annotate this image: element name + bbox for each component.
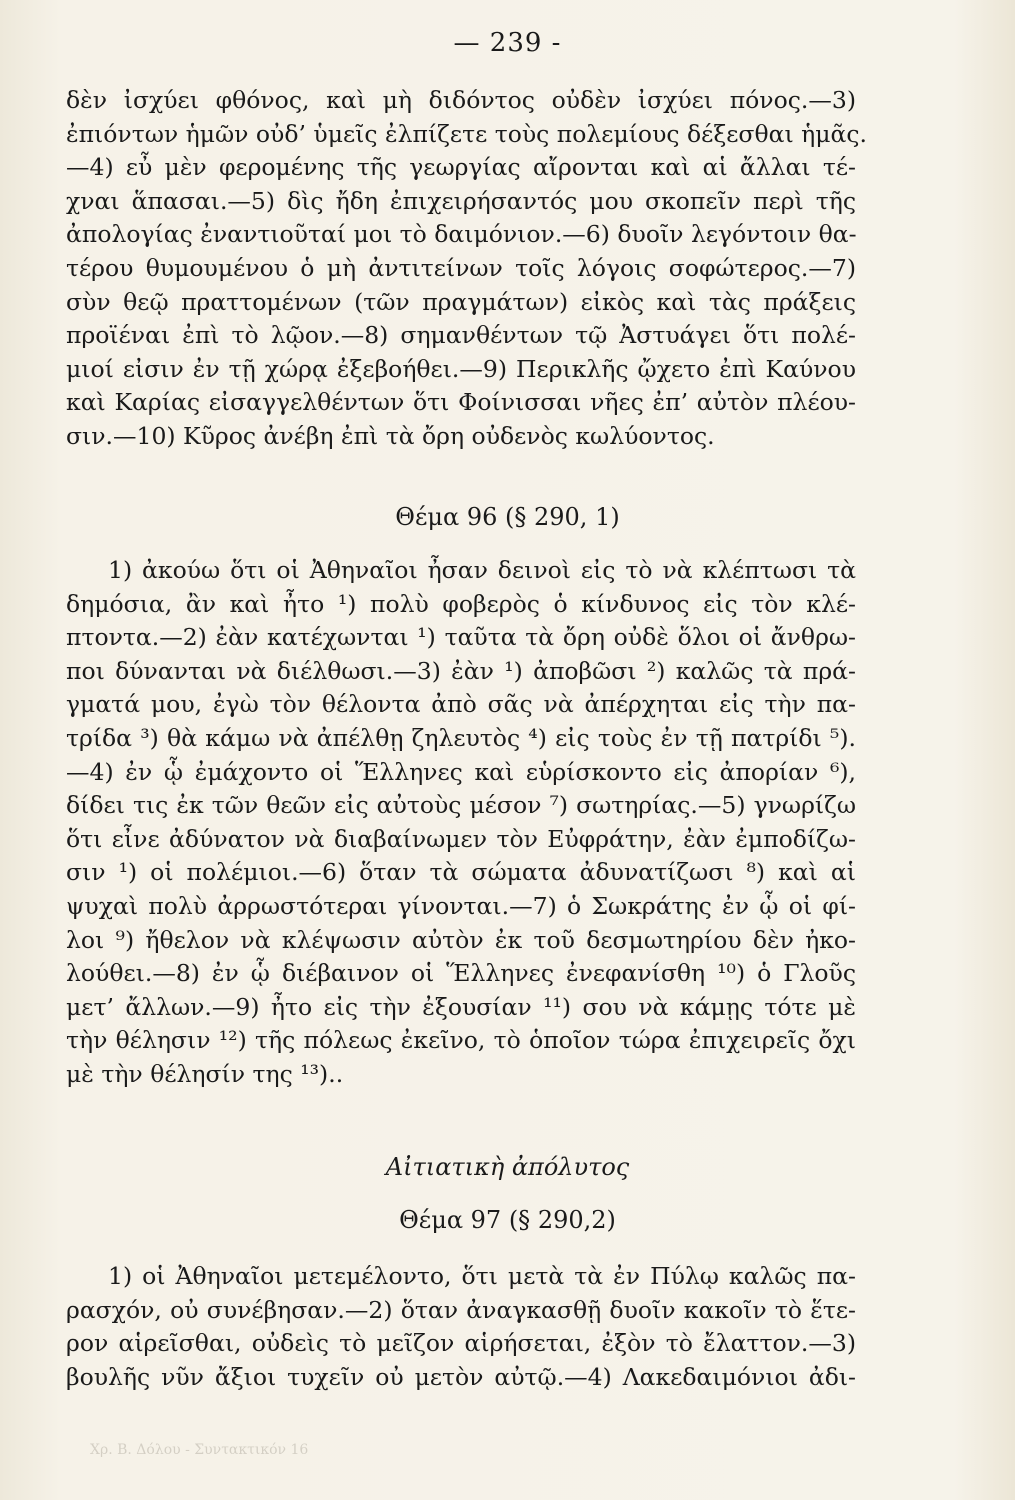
text-line: λούθει.—8) ἐν ᾧ διέβαινον οἱ Ἕλληνες ἐνεφανίσθη ¹⁰) ὁ Γλοῦς [66, 959, 856, 988]
text-line: λοι ⁹) ἤθελον νὰ κλέψωσιν αὐτὸν ἐκ τοῦ δεσμωτηρίου δὲν ἠκο- [66, 925, 856, 954]
text-line: —4) ἐν ᾧ ἐμάχοντο οἱ Ἕλληνες καὶ εὑρίσκοντο εἰς ἀπορίαν ⁶), [66, 757, 856, 786]
heading-thema-96: Θέμα 96 (§ 290, 1) [395, 503, 620, 531]
text-line: σιν.—10) Κῦρος ἀνέβη ἐπὶ τὰ ὄρη οὐδενὸς κωλύοντος. [66, 421, 715, 450]
text-line: ὅτι εἶνε ἀδύνατον νὰ διαβαίνωμεν τὸν Εὐφράτην, ἐὰν ἐμποδίζω- [66, 824, 856, 853]
text-line: μιοί εἰσιν ἐν τῇ χώρᾳ ἐξεβοήθει.—9) Περικλῆς ᾤχετο ἐπὶ Καύνου [66, 354, 856, 383]
section-title: Αἰτιατικὴ ἀπόλυτος [385, 1153, 630, 1181]
paragraph-top [66, 84, 868, 454]
text-line: προϊέναι ἐπὶ τὸ λῷον.—8) σημανθέντων τῷ Ἀστυάγει ὅτι πολέ- [66, 321, 856, 350]
paragraph-thema-96 [66, 554, 856, 1092]
text-line: πτοντα.—2) ἐὰν κατέχωνται ¹) ταῦτα τὰ ὄρη οὐδὲ ὅλοι οἱ ἄνθρω- [66, 623, 856, 652]
text-line: σιν ¹) οἱ πολέμιοι.—6) ὅταν τὰ σώματα ἀδυνατίζωσι ⁸) καὶ αἱ [66, 858, 856, 887]
paragraph-thema-97 [66, 1260, 856, 1394]
text-line: ἐπιόντων ἡμῶν οὐδ’ ὑμεῖς ἐλπίζετε τοὺς πολεμίους δέξεσθαι ἡμᾶς. [66, 119, 868, 148]
text-line: ποι δύνανται νὰ διέλθωσι.—3) ἐὰν ¹) ἀποβῶσι ²) καλῶς τὰ πρά- [66, 656, 856, 685]
text-line: ἀπολογίας ἐναντιοῦταί μοι τὸ δαιμόνιον.—6) δυοῖν λεγόντοιν θα- [66, 220, 857, 249]
text-line: δίδει τις ἐκ τῶν θεῶν εἰς αὐτοὺς μέσον ⁷) σωτηρίας.—5) γνωρίζω [66, 791, 856, 820]
text-line: τρίδα ³) θὰ κάμω νὰ ἀπέλθῃ ζηλευτὸς ⁴) εἰς τοὺς ἐν τῇ πατρίδι ⁵). [66, 723, 856, 752]
text-line: ρον αἱρεῖσθαι, οὐδεὶς τὸ μεῖζον αἱρήσεται, ἐξὸν τὸ ἔλαττον.—3) [66, 1329, 856, 1358]
text-line: τέρου θυμουμένου ὁ μὴ ἀντιτείνων τοῖς λόγοις σοφώτερος.—7) [66, 253, 856, 282]
text-line: γματά μου, ἐγὼ τὸν θέλοντα ἀπὸ σᾶς νὰ ἀπέρχηται εἰς τὴν πα- [66, 690, 856, 719]
text-line: —4) εὖ μὲν φερομένης τῆς γεωργίας αἴρονται καὶ αἱ ἄλλαι τέ- [66, 153, 856, 182]
text-line: δημόσια, ἂν καὶ ἦτο ¹) πολὺ φοβερὸς ὁ κίνδυνος εἰς τὸν κλέ- [66, 589, 856, 618]
text-line: μὲ τὴν θέλησίν της ¹³).. [66, 1059, 344, 1088]
text-line: 1) οἱ Ἀθηναῖοι μετεμέλοντο, ὅτι μετὰ τὰ ἐν Πύλῳ καλῶς πα- [108, 1262, 856, 1290]
page-number: — 239 - [453, 28, 562, 58]
text-line: δὲν ἰσχύει φθόνος, καὶ μὴ διδόντος οὐδὲν ἰσχύει πόνος.—3) [66, 86, 856, 114]
text-line: χναι ἅπασαι.—5) δὶς ἤδη ἐπιχειρήσαντός μου σκοπεῖν περὶ τῆς [66, 186, 856, 215]
heading-thema-97: Θέμα 97 (§ 290,2) [399, 1206, 616, 1234]
text-line: μετ’ ἄλλων.—9) ἦτο εἰς τὴν ἐξουσίαν ¹¹) σου νὰ κάμῃς τότε μὲ [66, 992, 856, 1021]
footer-bleed-through: Χρ. Β. Δόλου - Συντακτικόν 16 [90, 1442, 309, 1458]
text-line: 1) ἀκούω ὅτι οἱ Ἀθηναῖοι ἦσαν δεινοὶ εἰς τὸ νὰ κλέπτωσι τὰ [108, 556, 856, 584]
text-line: τὴν θέλησιν ¹²) τῆς πόλεως ἐκεῖνο, τὸ ὁποῖον τώρα ἐπιχειρεῖς ὄχι [66, 1026, 856, 1055]
text-line: βουλῆς νῦν ἄξιοι τυχεῖν οὐ μετὸν αὐτῷ.—4) Λακεδαιμόνιοι ἀδι- [66, 1362, 856, 1391]
text-line: ψυχαὶ πολὺ ἀρρωστότεραι γίνονται.—7) ὁ Σωκράτης ἐν ᾧ οἱ φί- [66, 891, 856, 920]
text-line: ρασχόν, οὐ συνέβησαν.—2) ὅταν ἀναγκασθῇ δυοῖν κακοῖν τὸ ἕτε- [66, 1295, 856, 1324]
text-line: καὶ Καρίας εἰσαγγελθέντων ὅτι Φοίνισσαι νῆες ἐπ’ αὐτὸν πλέου- [66, 388, 856, 417]
text-line: σὺν θεῷ πραττομένων (τῶν πραγμάτων) εἰκὸς καὶ τὰς πράξεις [66, 287, 856, 316]
